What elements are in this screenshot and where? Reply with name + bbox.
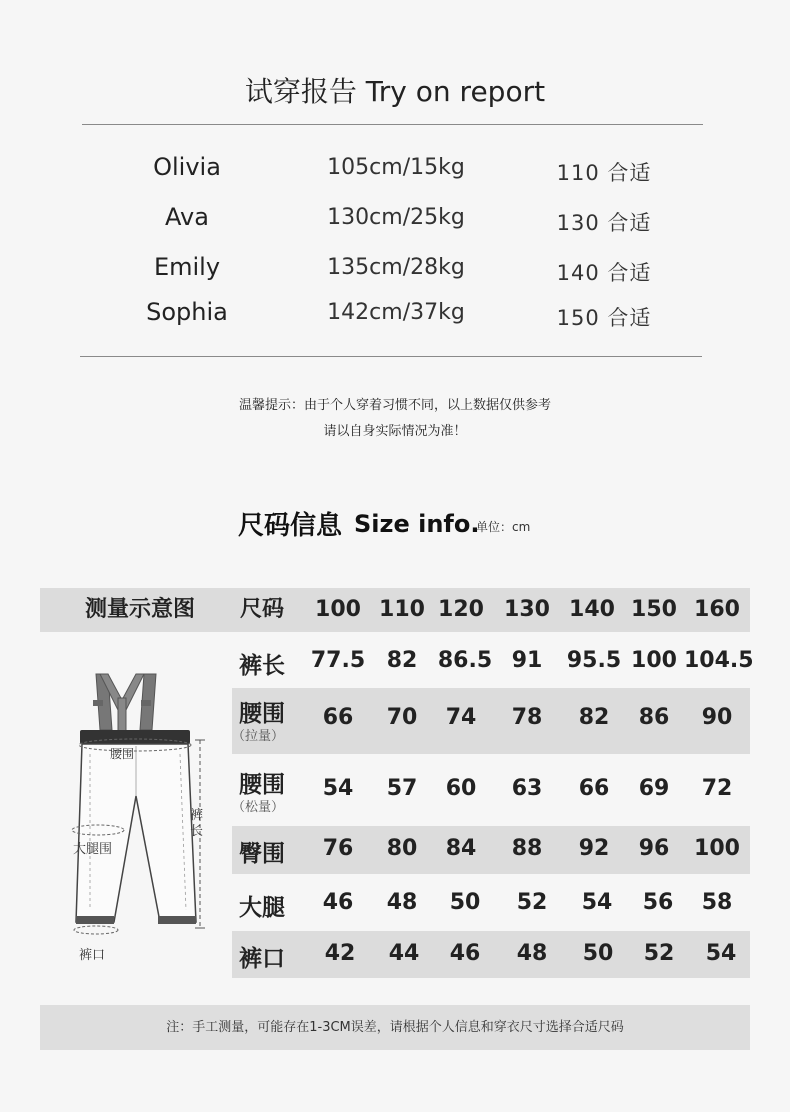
size-info-title-cn: 尺码信息 (238, 511, 343, 541)
row-sublabel: （松量） (232, 800, 285, 815)
cell: 54 (322, 776, 354, 801)
cell: 50 (582, 941, 614, 966)
cell: 46 (449, 941, 481, 966)
cell: 52 (643, 941, 675, 966)
tip-line-1: 温馨提示：由于个人穿着习惯不同，以上数据仅供参考 (238, 398, 551, 413)
size-header: 尺码 (239, 597, 284, 622)
size-column: 140 (569, 597, 615, 622)
size-column: 130 (504, 597, 550, 622)
cell: 74 (445, 705, 477, 730)
cell: 52 (516, 890, 548, 915)
row-label: 腰围 (239, 701, 285, 727)
top-divider (82, 124, 703, 125)
cell: 72 (701, 776, 733, 801)
tip-line-2: 请以自身实际情况为准！ (323, 424, 467, 439)
cell: 91 (511, 648, 543, 673)
size-info-title-en: Size info. (354, 510, 480, 538)
cell: 76 (322, 836, 354, 861)
cell: 82 (386, 648, 418, 673)
cell: 104.5 (684, 648, 754, 673)
cell: 77.5 (310, 648, 366, 673)
cell: 57 (386, 776, 418, 801)
cell: 95.5 (566, 648, 622, 673)
cell: 100 (631, 648, 677, 673)
diagram-label-hem: 裤口 (79, 948, 106, 963)
try-on-name: Ava (165, 203, 209, 231)
row-label: 大腿 (239, 895, 285, 921)
try-on-title: 试穿报告 Try on report (244, 75, 546, 108)
cell: 90 (701, 705, 733, 730)
cell: 82 (578, 705, 610, 730)
try-on-name: Olivia (153, 153, 221, 181)
cell: 86 (638, 705, 670, 730)
try-on-height-weight: 105cm/15kg (327, 155, 465, 180)
cell: 42 (324, 941, 356, 966)
size-column: 160 (694, 597, 740, 622)
bottom-divider (80, 356, 702, 357)
cell: 56 (642, 890, 674, 915)
row-label: 裤长 (239, 653, 285, 679)
pants-illustration (60, 660, 220, 950)
cell: 48 (516, 941, 548, 966)
cell: 66 (578, 776, 610, 801)
row-label: 臀围 (239, 841, 285, 867)
measurement-diagram (60, 660, 220, 950)
cell: 100 (694, 836, 740, 861)
try-on-height-weight: 130cm/25kg (327, 205, 465, 230)
row-sublabel: （拉量） (232, 729, 285, 744)
cell: 54 (581, 890, 613, 915)
cell: 46 (322, 890, 354, 915)
try-on-fit: 150 合适 (556, 306, 652, 330)
row-label: 腰围 (239, 772, 285, 798)
try-on-height-weight: 135cm/28kg (327, 255, 465, 280)
cell: 92 (578, 836, 610, 861)
row-label: 裤口 (239, 946, 285, 972)
cell: 44 (388, 941, 420, 966)
diagram-label-thigh: 大腿围 (73, 842, 113, 857)
cell: 48 (386, 890, 418, 915)
cell: 69 (638, 776, 670, 801)
diagram-label-waist: 腰围 (110, 747, 135, 761)
cell: 80 (386, 836, 418, 861)
cell: 66 (322, 705, 354, 730)
cell: 86.5 (437, 648, 493, 673)
cell: 96 (638, 836, 670, 861)
diagram-header: 测量示意图 (84, 597, 195, 622)
try-on-name: Emily (153, 253, 221, 281)
cell: 60 (445, 776, 477, 801)
cell: 50 (449, 890, 481, 915)
try-on-fit: 110 合适 (556, 161, 652, 185)
diagram-label-length: 裤长 (190, 808, 204, 839)
cell: 58 (701, 890, 733, 915)
try-on-fit: 130 合适 (556, 211, 652, 235)
try-on-height-weight: 142cm/37kg (327, 300, 465, 325)
cell: 70 (386, 705, 418, 730)
try-on-fit: 140 合适 (556, 261, 652, 285)
cell: 88 (511, 836, 543, 861)
cell: 78 (511, 705, 543, 730)
cell: 84 (445, 836, 477, 861)
size-column: 110 (379, 597, 425, 622)
cell: 54 (705, 941, 737, 966)
size-column: 150 (631, 597, 677, 622)
cell: 63 (511, 776, 543, 801)
size-column: 120 (438, 597, 484, 622)
unit-label: 单位：cm (476, 520, 531, 534)
size-column: 100 (315, 597, 361, 622)
try-on-name: Sophia (146, 298, 228, 326)
measurement-note: 注：手工测量，可能存在1-3CM误差，请根据个人信息和穿衣尺寸选择合适尺码 (40, 1005, 750, 1050)
